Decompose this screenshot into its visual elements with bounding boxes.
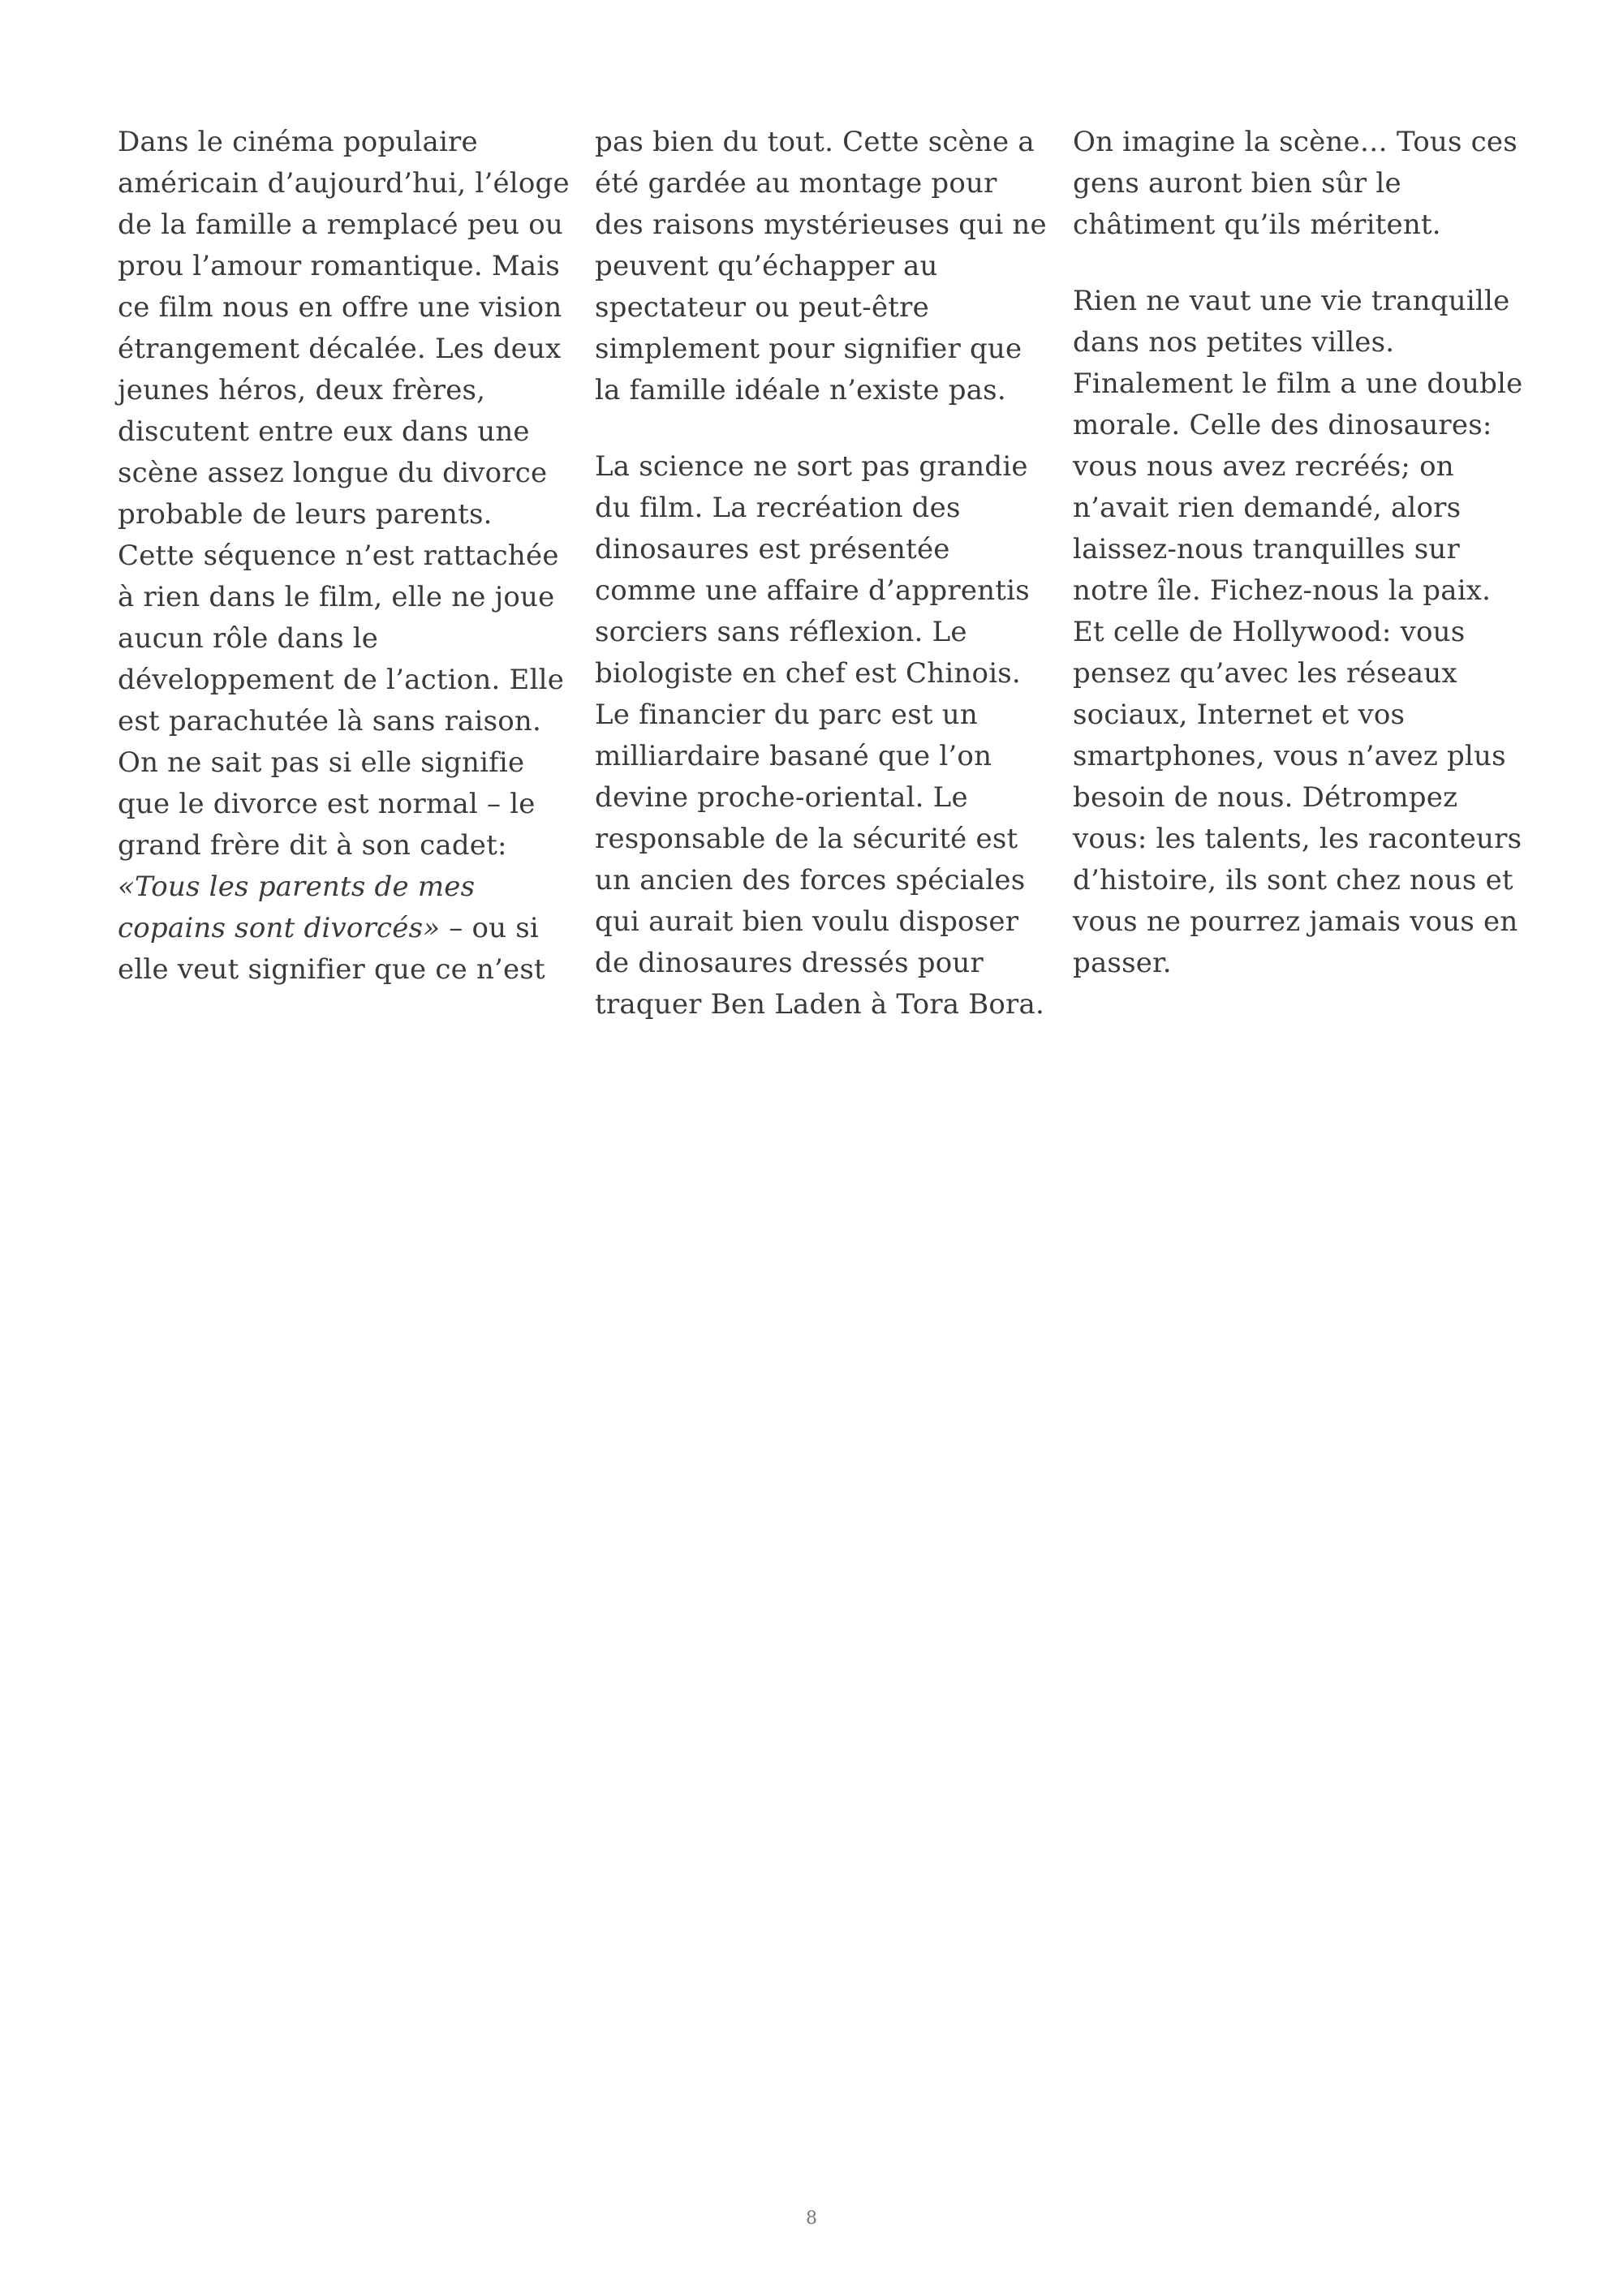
paragraph-text: Dans le cinéma populaire américain d’aujourd’hui, l’éloge de la famille a remplacé peu ou prou l’amour romantique. Mais ce film nous en offre une vision étrangement décalée. Les deux jeunes héros, deux frères, discutent entre eux dans une scène assez longue du divorce probable de leurs parents. Cette séquence n’est rattachée à rien dans le film, elle ne joue aucun rôle dans le développement de l’action. Elle est parachutée là sans raison. On ne sait pas si elle signifie que le divorce est normal – le grand frère dit à son cadet: <box>118 126 570 862</box>
paragraph: On imagine la scène… Tous ces gens auront bien sûr le châtiment qu’ils méritent. <box>1073 126 1518 241</box>
paragraph-text: – ou si elle veut signifier que ce n’est <box>118 912 545 986</box>
paragraph: Rien ne vaut une vie tranquille dans nos petites villes. Finalement le film a une double morale. Celle des dinosaures: vous nous avez recréés; on n’avait rien demandé, alors laissez-nous tranquilles sur notre île. Fichez-nous la paix. Et celle de Hollywood: vous pensez qu’avec les réseaux sociaux, Internet et vos smartphones, vous n’avez plus besoin de nous. Détrompez vous: les talents, les raconteurs d’histoire, ils sont chez nous et vous ne pourrez jamais vous en passer. <box>1073 285 1523 979</box>
text-column-1 <box>118 122 572 1025</box>
paragraph: La science ne sort pas grandie du film. La recréation des dinosaures est présentée comme une affaire d’apprentis sorciers sans réflexion. Le biologiste en chef est Chinois. Le financier du parc est un milliardaire basané que l’on devine proche-oriental. Le responsable de la sécurité est un ancien des forces spéciales qui aurait bien voulu disposer de dinosaures dressés pour traquer Ben Laden à Tora Bora. <box>595 450 1044 1021</box>
paragraph: pas bien du tout. Cette scène a été gardée au montage pour des raisons mystérieuses qui ne peuvent qu’échapper au spectateur ou peut-être simplement pour signifier que la famille idéale n’existe pas. <box>595 126 1047 406</box>
quote-italic: «Tous les parents de mes copains sont divorcés» <box>118 871 476 944</box>
page-number: 8 <box>806 2208 817 2229</box>
paragraph <box>118 122 572 991</box>
text-column-3 <box>1073 122 1527 1019</box>
text-column-2 <box>595 122 1049 1060</box>
